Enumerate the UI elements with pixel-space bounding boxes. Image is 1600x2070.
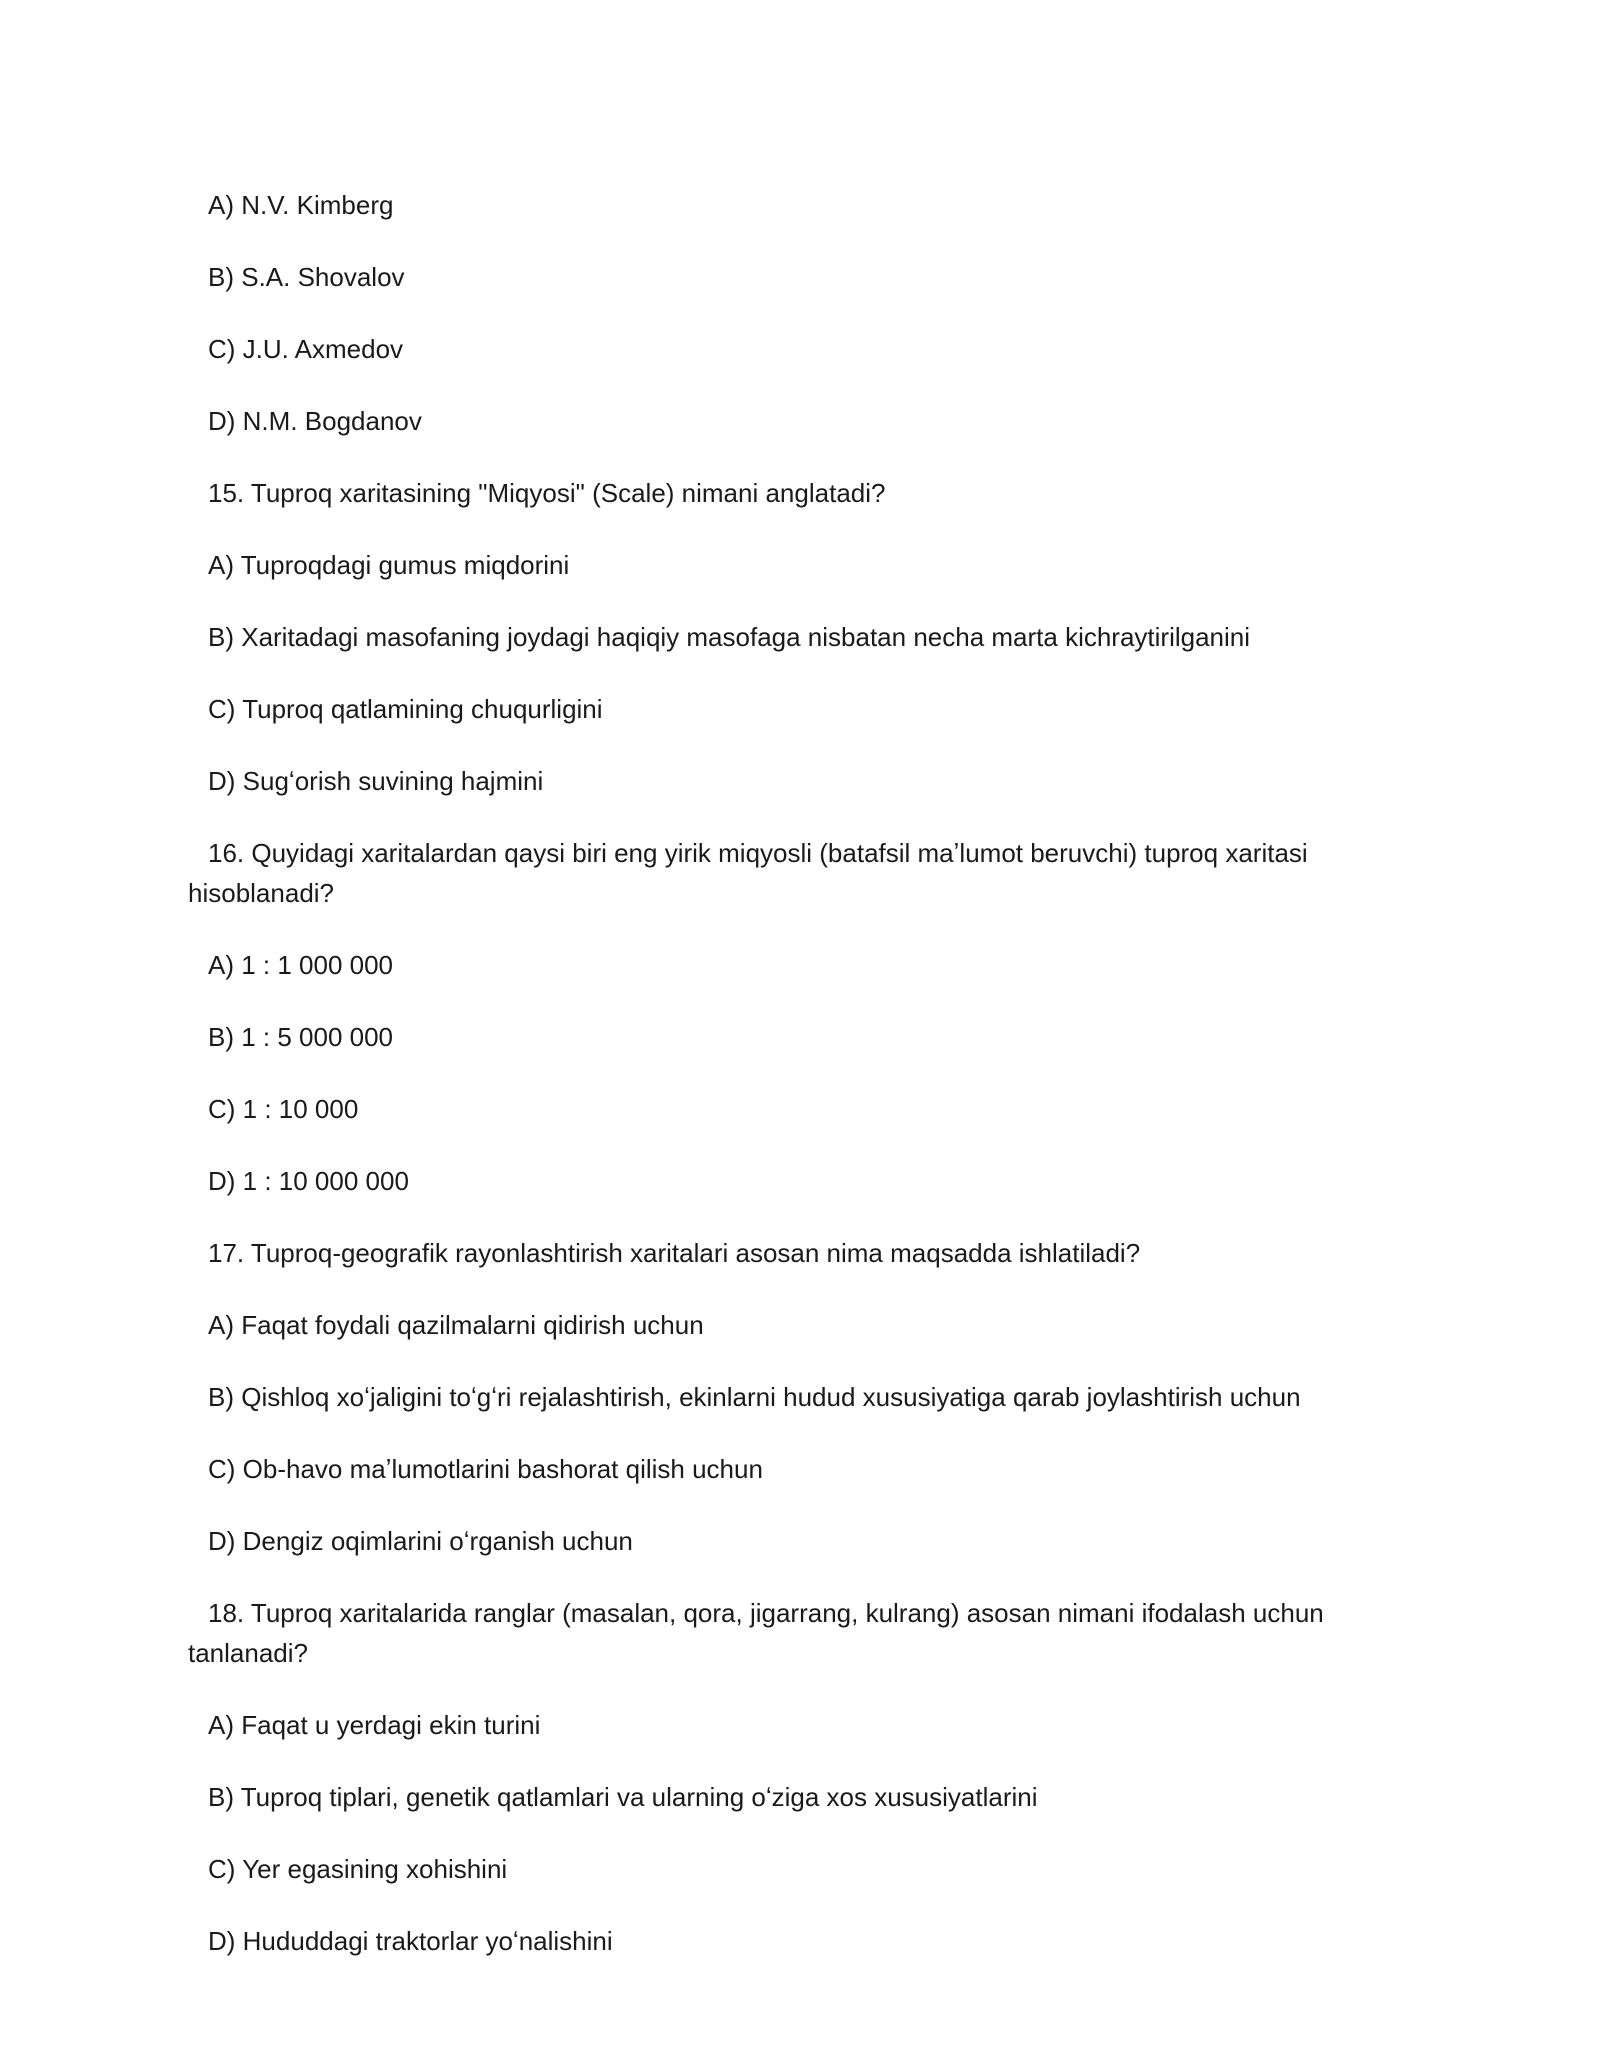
option-text: C) Ob-havo maʼlumotlarini bashorat qilish uchun	[208, 1454, 763, 1484]
question-16	[188, 833, 1348, 913]
q16-option-c	[188, 1089, 1348, 1129]
option-text: A) 1 : 1 000 000	[208, 950, 394, 980]
option-text: D) Hududdagi traktorlar yoʻnalishini	[208, 1926, 613, 1956]
option-text: B) Xaritadagi masofaning joydagi haqiqiy masofaga nisbatan necha marta kichraytirilganini	[208, 622, 1251, 652]
option-text: C) 1 : 10 000	[208, 1094, 359, 1124]
question-text: 15. Tuproq xaritasining "Miqyosi" (Scale) nimani anglatadi?	[208, 478, 886, 508]
q14-option-d	[188, 401, 1348, 441]
option-text: A) N.V. Kimberg	[208, 190, 394, 220]
option-text: B) Tuproq tiplari, genetik qatlamlari va ularning oʻziga xos xususiyatlarini	[208, 1782, 1038, 1812]
question-15	[188, 473, 1348, 513]
question-text: 18. Tuproq xaritalarida ranglar (masalan, qora, jigarrang, kulrang) asosan nimani ifodalash uchun tanlanadi?	[188, 1598, 1324, 1668]
q14-option-a	[188, 185, 1348, 225]
q17-option-b	[188, 1377, 1348, 1417]
option-text: C) Yer egasining xohishini	[208, 1854, 508, 1884]
option-text: B) S.A. Shovalov	[208, 262, 405, 292]
question-text: 17. Tuproq-geografik rayonlashtirish xaritalari asosan nima maqsadda ishlatiladi?	[208, 1238, 1141, 1268]
q14-option-c	[188, 329, 1348, 369]
q15-option-b	[188, 617, 1348, 657]
option-text: A) Faqat foydali qazilmalarni qidirish uchun	[208, 1310, 704, 1340]
q18-option-d	[188, 1921, 1348, 1961]
option-text: D) N.M. Bogdanov	[208, 406, 422, 436]
q16-option-b	[188, 1017, 1348, 1057]
option-text: D) Dengiz oqimlarini oʻrganish uchun	[208, 1526, 633, 1556]
option-text: B) 1 : 5 000 000	[208, 1022, 394, 1052]
question-text: 16. Quyidagi xaritalardan qaysi biri eng yirik miqyosli (batafsil maʼlumot beruvchi) tuproq xaritasi hisoblanadi?	[188, 838, 1308, 908]
q15-option-a	[188, 545, 1348, 585]
option-text: D) Sugʻorish suvining hajmini	[208, 766, 544, 796]
q15-option-d	[188, 761, 1348, 801]
option-text: A) Tuproqdagi gumus miqdorini	[208, 550, 570, 580]
option-text: C) Tuproq qatlamining chuqurligini	[208, 694, 603, 724]
question-17	[188, 1233, 1348, 1273]
option-text: D) 1 : 10 000 000	[208, 1166, 409, 1196]
q17-option-c	[188, 1449, 1348, 1489]
q17-option-a	[188, 1305, 1348, 1345]
question-18	[188, 1593, 1348, 1673]
option-text: C) J.U. Axmedov	[208, 334, 404, 364]
q18-option-a	[188, 1705, 1348, 1745]
q17-option-d	[188, 1521, 1348, 1561]
q14-option-b	[188, 257, 1348, 297]
q16-option-a	[188, 945, 1348, 985]
option-text: A) Faqat u yerdagi ekin turini	[208, 1710, 541, 1740]
q18-option-c	[188, 1849, 1348, 1889]
option-text: B) Qishloq xoʻjaligini toʻgʻri rejalashtirish, ekinlarni hudud xususiyatiga qarab joylashtirish uchun	[208, 1382, 1301, 1412]
document-page	[188, 185, 1348, 1993]
q18-option-b	[188, 1777, 1348, 1817]
q15-option-c	[188, 689, 1348, 729]
q16-option-d	[188, 1161, 1348, 1201]
